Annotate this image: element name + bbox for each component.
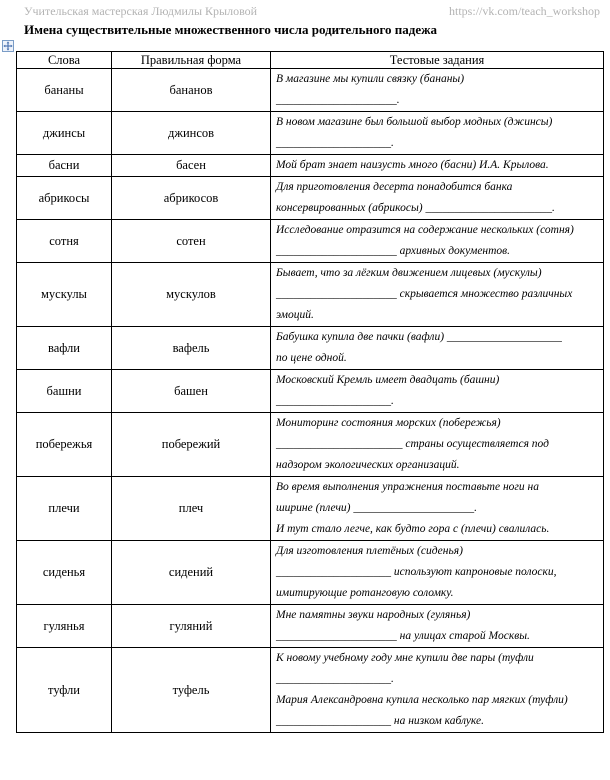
task-sentence [276, 541, 598, 604]
task-line: Во время выполнения упражнения поставьте ноги на [276, 481, 539, 493]
table-row [17, 263, 604, 327]
test-task-cell [271, 370, 604, 413]
table-row [17, 477, 604, 541]
task-line: К новому учебному году мне купили две пары (туфли [276, 652, 534, 664]
table-row [17, 541, 604, 605]
test-task-cell [271, 112, 604, 155]
correct-form-cell: сидений [112, 541, 271, 605]
test-task-cell [271, 220, 604, 263]
task-line: консервированных (абрикосы) ______________________. [276, 202, 555, 214]
correct-form-cell: сотен [112, 220, 271, 263]
task-line: ____________________. [276, 137, 394, 149]
page-header [24, 4, 600, 20]
task-sentence [276, 220, 598, 262]
page-title: Имена существительные множественного числа родительного падежа [24, 22, 438, 37]
task-line: ширине (плечи) _____________________. [276, 502, 478, 514]
task-line: Бабушка купила две пачки (вафли) ____________________ [276, 331, 562, 343]
word-cell: джинсы [17, 112, 112, 155]
words-table [16, 51, 604, 733]
correct-form-cell: гуляний [112, 605, 271, 648]
task-line: _____________________ на улицах старой Москвы. [276, 630, 530, 642]
word-cell: мускулы [17, 263, 112, 327]
correct-form-cell: туфель [112, 648, 271, 733]
task-line: В новом магазине был большой выбор модных (джинсы) [276, 116, 553, 128]
test-task-cell [271, 541, 604, 605]
task-line: ____________________ используют капроновые полоски, [276, 566, 557, 578]
word-cell: сотня [17, 220, 112, 263]
table-row [17, 413, 604, 477]
task-sentence [276, 370, 598, 412]
correct-form-cell: джинсов [112, 112, 271, 155]
task-sentence [276, 477, 598, 519]
task-line: эмоций. [276, 309, 314, 321]
table-row [17, 605, 604, 648]
task-line: _____________________ архивных документов. [276, 245, 511, 257]
task-sentence [276, 263, 598, 326]
task-line: Мониторинг состояния морских (побережья) [276, 417, 501, 429]
task-line: по цене одной. [276, 352, 347, 364]
header-link[interactable]: https://vk.com/teach_workshop [449, 4, 600, 18]
column-header-test-tasks: Тестовые задания [271, 52, 604, 69]
task-line: имитирующие ротанговую соломку. [276, 587, 454, 599]
test-task-cell [271, 477, 604, 541]
column-header-words: Слова [17, 52, 112, 69]
table-row [17, 648, 604, 733]
table-row [17, 177, 604, 220]
task-line: надзором экологических организаций. [276, 459, 460, 471]
table-header-row [17, 52, 604, 69]
word-cell: сиденья [17, 541, 112, 605]
task-line: _____________________. [276, 94, 400, 106]
task-sentence [276, 648, 598, 690]
table-row [17, 155, 604, 177]
word-cell: бананы [17, 69, 112, 112]
header-author: Учительская мастерская Людмилы Крыловой [24, 4, 258, 18]
task-line: Исследование отразится на содержание нескольких (сотня) [276, 224, 574, 236]
task-line: В магазине мы купили связку (бананы) [276, 73, 465, 85]
table-move-handle-icon[interactable] [2, 40, 14, 52]
word-cell: туфли [17, 648, 112, 733]
task-sentence [276, 690, 598, 732]
task-sentence [276, 155, 598, 176]
task-line: Мой брат знает наизусть много (басни) И.А. Крылова. [276, 159, 549, 171]
task-sentence [276, 605, 598, 647]
correct-form-cell: побережий [112, 413, 271, 477]
task-line: ____________________. [276, 395, 394, 407]
task-line: Для изготовления плетёных (сиденья) [276, 545, 463, 557]
task-sentence [276, 413, 598, 476]
test-task-cell [271, 605, 604, 648]
task-line: Для приготовления десерта понадобится банка [276, 181, 513, 193]
test-task-cell [271, 648, 604, 733]
table-row [17, 112, 604, 155]
task-line: Московский Кремль имеет двадцать (башни) [276, 374, 500, 386]
correct-form-cell: плеч [112, 477, 271, 541]
correct-form-cell: вафель [112, 327, 271, 370]
task-line: Мария Александровна купила несколько пар мягких (туфли) [276, 694, 568, 706]
task-line: ______________________ страны осуществляется под [276, 438, 549, 450]
test-task-cell [271, 413, 604, 477]
word-cell: плечи [17, 477, 112, 541]
test-task-cell [271, 69, 604, 112]
task-sentence [276, 177, 598, 219]
column-header-correct-form: Правильная форма [112, 52, 271, 69]
correct-form-cell: мускулов [112, 263, 271, 327]
task-line: _____________________ скрывается множество различных [276, 288, 573, 300]
task-sentence [276, 69, 598, 111]
task-sentence [276, 112, 598, 154]
task-sentence [276, 327, 598, 369]
word-cell: вафли [17, 327, 112, 370]
task-line: Бывает, что за лёгким движением лицевых (мускулы) [276, 267, 542, 279]
test-task-cell [271, 155, 604, 177]
word-cell: башни [17, 370, 112, 413]
task-line: ____________________. [276, 673, 394, 685]
word-cell: басни [17, 155, 112, 177]
word-cell: гулянья [17, 605, 112, 648]
word-cell: абрикосы [17, 177, 112, 220]
correct-form-cell: башен [112, 370, 271, 413]
correct-form-cell: басен [112, 155, 271, 177]
table-row [17, 370, 604, 413]
correct-form-cell: абрикосов [112, 177, 271, 220]
table-row [17, 69, 604, 112]
table-row [17, 220, 604, 263]
word-cell: побережья [17, 413, 112, 477]
table-row [17, 327, 604, 370]
task-line: ____________________ на низком каблуке. [276, 715, 484, 727]
task-sentence [276, 519, 598, 540]
correct-form-cell: бананов [112, 69, 271, 112]
test-task-cell [271, 177, 604, 220]
task-line: И тут стало легче, как будто гора с (плечи) свалилась. [276, 523, 550, 535]
task-line: Мне памятны звуки народных (гулянья) [276, 609, 471, 621]
test-task-cell [271, 327, 604, 370]
test-task-cell [271, 263, 604, 327]
